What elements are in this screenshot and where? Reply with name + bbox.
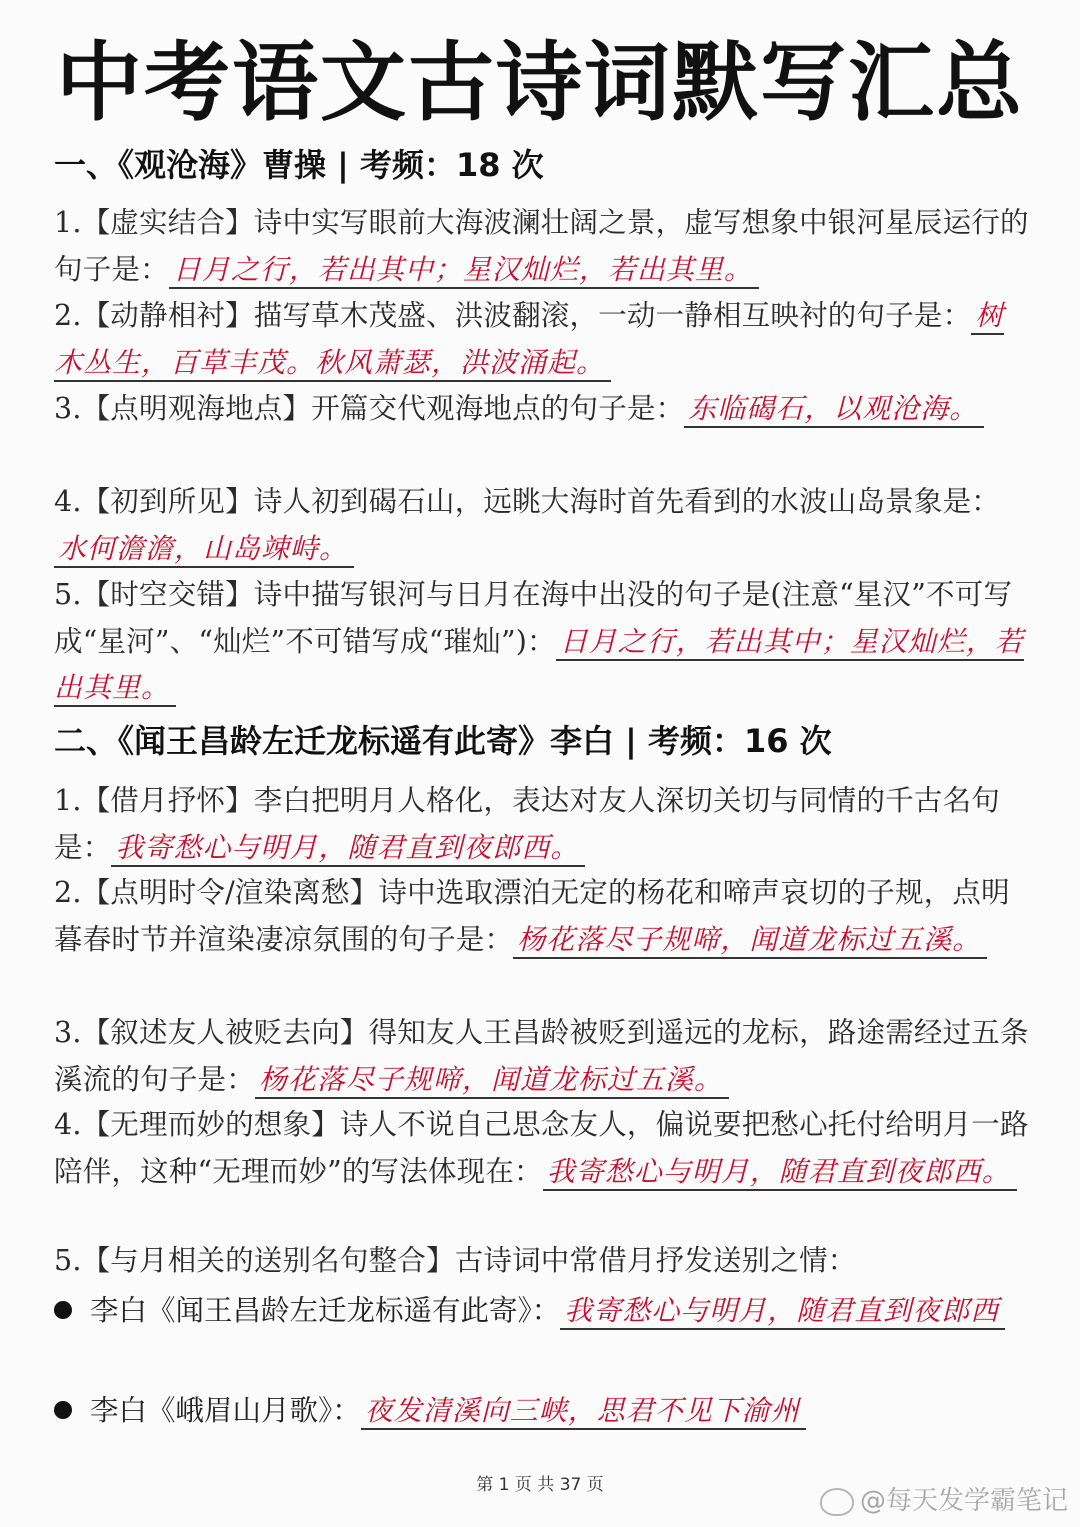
question-text: 4.【初到所见】诗人初到碣石山，远眺大海时首先看到的水波山岛景象是： xyxy=(54,485,1000,518)
answer: 水何澹澹，山岛竦峙。 xyxy=(54,532,354,568)
answer: 我寄愁心与明月，随君直到夜郎西。 xyxy=(111,831,585,867)
question-1-5 xyxy=(54,572,1029,712)
question-1-4 xyxy=(54,479,1029,572)
question-1-1 xyxy=(54,200,1029,293)
answer: 我寄愁心与明月，随君直到夜郎西 xyxy=(560,1294,1005,1330)
section-heading-2: 二、《闻王昌龄左迁龙标遥有此寄》李白 | 考频：16 次 xyxy=(54,722,832,760)
bullet-dot-icon xyxy=(54,1401,72,1419)
bullet-item-2 xyxy=(54,1386,1029,1436)
answer: 杨花落尽子规啼，闻道龙标过五溪。 xyxy=(513,923,987,959)
question-text: 2.【动静相衬】描写草木茂盛、洪波翻滚，一动一静相互映衬的句子是： xyxy=(54,299,972,332)
answer: 日月之行，若出其中；星汉灿烂，若出其里。 xyxy=(54,625,1024,708)
question-text: 3.【叙述友人被贬去向】得知友人王昌龄被贬到遥远的龙标，路途需经过五条溪流的句子是： xyxy=(54,1016,1029,1096)
question-2-1 xyxy=(54,778,1029,871)
question-text: 2.【点明时令/渲染离愁】诗中选取漂泊无定的杨花和啼声哀切的子规，点明暮春时节并渲染凄凉氛围的句子是： xyxy=(54,876,1010,956)
question-2-5 xyxy=(54,1238,1029,1285)
bullet-dot-icon xyxy=(54,1301,72,1319)
page-title: 中考语文古诗词默写汇总 xyxy=(56,33,1024,133)
page-number: 第 1 页 共 37 页 xyxy=(476,1475,604,1495)
question-2-2 xyxy=(54,870,1029,963)
answer: 我寄愁心与明月，随君直到夜郎西。 xyxy=(543,1155,1017,1191)
watermark-text: @每天发学霸笔记 xyxy=(859,1486,1068,1516)
bullet-text: 李白《峨眉山月歌》： xyxy=(90,1394,361,1427)
weibo-logo-icon xyxy=(820,1488,854,1516)
question-2-3 xyxy=(54,1010,1029,1103)
question-text: 1.【虚实结合】诗中实写眼前大海波澜壮阔之景，虚写想象中银河星辰运行的句子是： xyxy=(54,206,1029,286)
bullet-item-1 xyxy=(54,1286,1029,1336)
answer: 夜发清溪向三峡，思君不见下渝州 xyxy=(361,1394,806,1430)
question-2-4 xyxy=(54,1102,1029,1195)
bullet-text: 李白《闻王昌龄左迁龙标遥有此寄》： xyxy=(90,1294,561,1327)
answer: 杨花落尽子规啼，闻道龙标过五溪。 xyxy=(255,1063,729,1099)
answer: 日月之行，若出其中；星汉灿烂，若出其里。 xyxy=(169,253,759,289)
answer: 东临碣石，以观沧海。 xyxy=(684,392,984,428)
question-text: 4.【无理而妙的想象】诗人不说自己思念友人，偏说要把愁心托付给明月一路陪伴，这种“无理而妙”的写法体现在： xyxy=(54,1108,1029,1188)
answer: 树木丛生，百草丰茂。秋风萧瑟，洪波涌起。 xyxy=(54,299,1004,382)
watermark xyxy=(820,1480,1068,1517)
question-text: 3.【点明观海地点】开篇交代观海地点的句子是： xyxy=(54,392,685,425)
question-1-2 xyxy=(54,293,1029,386)
section-heading-1: 一、《观沧海》曹操 | 考频：18 次 xyxy=(54,146,544,184)
question-text: 5.【与月相关的送别名句整合】古诗词中常借月抒发送别之情： xyxy=(54,1244,857,1277)
question-1-3 xyxy=(54,386,1029,433)
question-text: 5.【时空交错】诗中描写银河与日月在海中出没的句子是(注意“星汉”不可写成“星河”、“灿烂”不可错写成“璀灿”)： xyxy=(54,578,1013,658)
question-text: 1.【借月抒怀】李白把明月人格化，表达对友人深切关切与同情的千古名句是： xyxy=(54,784,1000,864)
